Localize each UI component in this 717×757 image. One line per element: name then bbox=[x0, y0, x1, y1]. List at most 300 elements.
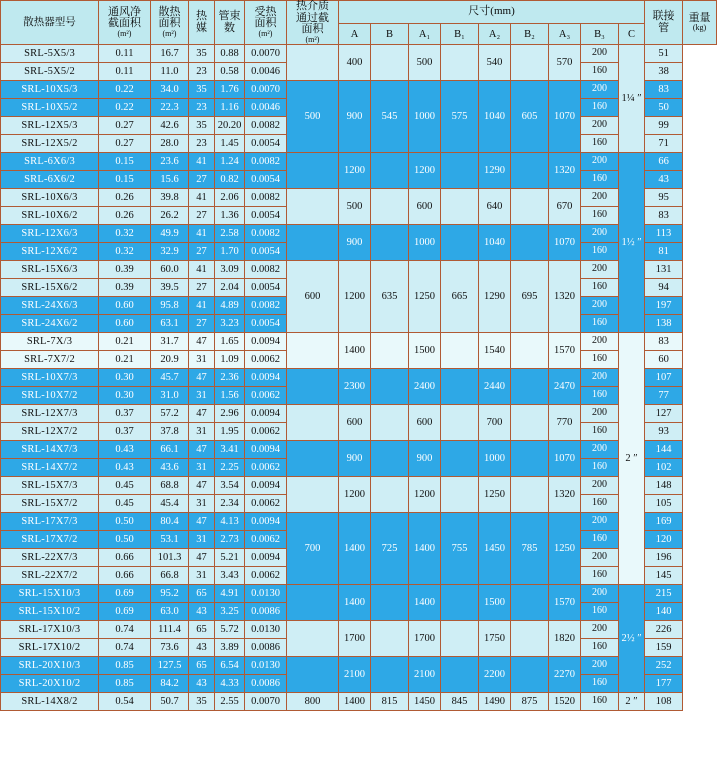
cell-free-area: 0.54 bbox=[99, 693, 151, 711]
cell-heated-area: 0.0070 bbox=[245, 693, 287, 711]
cell-dim-B: 1700 bbox=[339, 621, 371, 657]
cell-free-area: 0.69 bbox=[99, 603, 151, 621]
header-weight: 重量 (kg) bbox=[683, 1, 717, 45]
cell-tube-count: 0.82 bbox=[215, 171, 245, 189]
cell-medium: 47 bbox=[189, 441, 215, 459]
cell-heated-area: 0.0086 bbox=[245, 639, 287, 657]
cell-tube-count: 2.58 bbox=[215, 225, 245, 243]
cell-dim-A2 bbox=[441, 477, 479, 513]
cell-heated-area: 0.0062 bbox=[245, 387, 287, 405]
cell-dim-B: 500 bbox=[339, 189, 371, 225]
cell-weight: 131 bbox=[645, 261, 683, 279]
cell-model: SRL-12X5/3 bbox=[1, 117, 99, 135]
cell-dim-A1 bbox=[371, 189, 409, 225]
cell-medium: 27 bbox=[189, 315, 215, 333]
cell-medium: 31 bbox=[189, 567, 215, 585]
cell-dim-C: 200 bbox=[581, 45, 619, 63]
cell-heat-area: 63.0 bbox=[151, 603, 189, 621]
cell-weight: 77 bbox=[645, 387, 683, 405]
cell-heat-area: 66.8 bbox=[151, 567, 189, 585]
cell-dim-B2: 2440 bbox=[479, 369, 511, 405]
cell-medium: 47 bbox=[189, 333, 215, 351]
cell-free-area: 0.37 bbox=[99, 405, 151, 423]
cell-weight: 71 bbox=[645, 135, 683, 153]
cell-dim-B3: 770 bbox=[549, 405, 581, 441]
cell-heated-area: 0.0082 bbox=[245, 297, 287, 315]
cell-dim-C: 200 bbox=[581, 477, 619, 495]
cell-connection: 2 ″ bbox=[619, 693, 645, 711]
table-row bbox=[1, 45, 717, 63]
table-row bbox=[1, 333, 717, 351]
cell-dim-B2: 700 bbox=[479, 405, 511, 441]
cell-heated-area: 0.0054 bbox=[245, 279, 287, 297]
cell-free-area: 0.60 bbox=[99, 297, 151, 315]
cell-tube-count: 3.89 bbox=[215, 639, 245, 657]
cell-dim-A2 bbox=[441, 45, 479, 81]
cell-heat-area: 15.6 bbox=[151, 171, 189, 189]
cell-heated-area: 0.0062 bbox=[245, 351, 287, 369]
cell-dim-B2: 1490 bbox=[479, 693, 511, 711]
cell-tube-count: 3.23 bbox=[215, 315, 245, 333]
cell-weight: 197 bbox=[645, 297, 683, 315]
cell-tube-count: 6.54 bbox=[215, 657, 245, 675]
cell-dim-B1: 1450 bbox=[409, 693, 441, 711]
cell-dim-B3: 1570 bbox=[549, 333, 581, 369]
cell-tube-count: 2.55 bbox=[215, 693, 245, 711]
cell-medium: 31 bbox=[189, 351, 215, 369]
cell-dim-A bbox=[287, 189, 339, 225]
cell-heat-area: 45.7 bbox=[151, 369, 189, 387]
cell-medium: 41 bbox=[189, 153, 215, 171]
header-heated-area: 受热 面积 (m²) bbox=[245, 1, 287, 45]
cell-free-area: 0.45 bbox=[99, 477, 151, 495]
cell-dim-B2: 1040 bbox=[479, 81, 511, 153]
cell-heated-area: 0.0086 bbox=[245, 675, 287, 693]
cell-dim-B: 1200 bbox=[339, 477, 371, 513]
cell-dim-B3: 570 bbox=[549, 45, 581, 81]
cell-heated-area: 0.0082 bbox=[245, 189, 287, 207]
cell-heat-area: 16.7 bbox=[151, 45, 189, 63]
cell-heated-area: 0.0082 bbox=[245, 117, 287, 135]
cell-dim-C: 160 bbox=[581, 315, 619, 333]
cell-dim-C: 160 bbox=[581, 567, 619, 585]
cell-heat-area: 43.6 bbox=[151, 459, 189, 477]
cell-heated-area: 0.0062 bbox=[245, 459, 287, 477]
cell-tube-count: 2.06 bbox=[215, 189, 245, 207]
cell-heat-area: 66.1 bbox=[151, 441, 189, 459]
cell-weight: 38 bbox=[645, 63, 683, 81]
cell-dim-C: 160 bbox=[581, 99, 619, 117]
cell-free-area: 0.22 bbox=[99, 99, 151, 117]
cell-heated-area: 0.0130 bbox=[245, 621, 287, 639]
cell-dim-B3: 1070 bbox=[549, 441, 581, 477]
cell-weight: 138 bbox=[645, 315, 683, 333]
table-row bbox=[1, 585, 717, 603]
cell-dim-A2: 845 bbox=[441, 693, 479, 711]
table-row bbox=[1, 153, 717, 171]
cell-dim-B: 900 bbox=[339, 81, 371, 153]
cell-medium: 41 bbox=[189, 189, 215, 207]
cell-free-area: 0.66 bbox=[99, 567, 151, 585]
table-header-row bbox=[1, 1, 717, 24]
cell-heat-area: 32.9 bbox=[151, 243, 189, 261]
cell-medium: 31 bbox=[189, 495, 215, 513]
cell-weight: 60 bbox=[645, 351, 683, 369]
cell-dim-C: 200 bbox=[581, 153, 619, 171]
header-dim-C: C bbox=[619, 24, 645, 45]
cell-dim-B1: 1500 bbox=[409, 333, 441, 369]
header-dim-A: A bbox=[339, 24, 371, 45]
cell-tube-count: 2.34 bbox=[215, 495, 245, 513]
cell-weight: 145 bbox=[645, 567, 683, 585]
cell-dim-B: 400 bbox=[339, 45, 371, 81]
cell-dim-C: 200 bbox=[581, 585, 619, 603]
cell-model: SRL-10X6/2 bbox=[1, 207, 99, 225]
cell-dim-C: 160 bbox=[581, 243, 619, 261]
cell-weight: 196 bbox=[645, 549, 683, 567]
cell-heat-area: 68.8 bbox=[151, 477, 189, 495]
cell-dim-B1: 1000 bbox=[409, 81, 441, 153]
cell-dim-A3: 605 bbox=[511, 81, 549, 153]
cell-heated-area: 0.0094 bbox=[245, 369, 287, 387]
header-dim-B3: B₃ bbox=[581, 24, 619, 45]
cell-dim-A bbox=[287, 657, 339, 693]
cell-tube-count: 1.24 bbox=[215, 153, 245, 171]
cell-medium: 31 bbox=[189, 387, 215, 405]
table-row bbox=[1, 621, 717, 639]
cell-model: SRL-12X7/2 bbox=[1, 423, 99, 441]
cell-tube-count: 1.76 bbox=[215, 81, 245, 99]
cell-weight: 83 bbox=[645, 207, 683, 225]
cell-dim-B2: 1540 bbox=[479, 333, 511, 369]
cell-tube-count: 2.73 bbox=[215, 531, 245, 549]
cell-heated-area: 0.0062 bbox=[245, 567, 287, 585]
cell-heated-area: 0.0062 bbox=[245, 423, 287, 441]
cell-weight: 95 bbox=[645, 189, 683, 207]
cell-heated-area: 0.0094 bbox=[245, 513, 287, 531]
cell-weight: 105 bbox=[645, 495, 683, 513]
cell-free-area: 0.85 bbox=[99, 657, 151, 675]
cell-dim-B3: 1250 bbox=[549, 513, 581, 585]
cell-heated-area: 0.0054 bbox=[245, 315, 287, 333]
cell-dim-A bbox=[287, 225, 339, 261]
cell-dim-B: 600 bbox=[339, 405, 371, 441]
cell-dim-C: 160 bbox=[581, 675, 619, 693]
cell-dim-C: 200 bbox=[581, 225, 619, 243]
cell-dim-C: 160 bbox=[581, 387, 619, 405]
cell-dim-C: 160 bbox=[581, 63, 619, 81]
cell-dim-A1: 815 bbox=[371, 693, 409, 711]
cell-dim-B2: 1500 bbox=[479, 585, 511, 621]
cell-medium: 27 bbox=[189, 171, 215, 189]
cell-free-area: 0.85 bbox=[99, 675, 151, 693]
cell-free-area: 0.11 bbox=[99, 45, 151, 63]
cell-model: SRL-10X5/2 bbox=[1, 99, 99, 117]
cell-free-area: 0.30 bbox=[99, 369, 151, 387]
cell-dim-A2 bbox=[441, 369, 479, 405]
cell-weight: 120 bbox=[645, 531, 683, 549]
cell-free-area: 0.43 bbox=[99, 441, 151, 459]
header-dimensions: 尺寸(mm) bbox=[339, 1, 645, 24]
cell-dim-C: 160 bbox=[581, 423, 619, 441]
cell-heat-area: 80.4 bbox=[151, 513, 189, 531]
cell-model: SRL-5X5/3 bbox=[1, 45, 99, 63]
cell-model: SRL-14X7/2 bbox=[1, 459, 99, 477]
cell-model: SRL-24X6/2 bbox=[1, 315, 99, 333]
cell-dim-B: 900 bbox=[339, 441, 371, 477]
cell-dim-A3 bbox=[511, 441, 549, 477]
header-medium-flow-area: 热介质 通过截 面积 (m²) bbox=[287, 1, 339, 45]
cell-heat-area: 95.8 bbox=[151, 297, 189, 315]
cell-tube-count: 1.45 bbox=[215, 135, 245, 153]
cell-heated-area: 0.0094 bbox=[245, 441, 287, 459]
cell-heat-area: 111.4 bbox=[151, 621, 189, 639]
cell-heat-area: 127.5 bbox=[151, 657, 189, 675]
cell-dim-A2 bbox=[441, 189, 479, 225]
cell-free-area: 0.26 bbox=[99, 189, 151, 207]
cell-dim-C: 200 bbox=[581, 513, 619, 531]
cell-free-area: 0.32 bbox=[99, 225, 151, 243]
cell-model: SRL-14X7/3 bbox=[1, 441, 99, 459]
header-dim-B: B bbox=[371, 24, 409, 45]
cell-heated-area: 0.0046 bbox=[245, 99, 287, 117]
cell-heat-area: 26.2 bbox=[151, 207, 189, 225]
cell-dim-B2: 540 bbox=[479, 45, 511, 81]
cell-dim-C: 160 bbox=[581, 531, 619, 549]
header-dim-A2: A₂ bbox=[479, 24, 511, 45]
cell-medium: 41 bbox=[189, 261, 215, 279]
cell-medium: 65 bbox=[189, 621, 215, 639]
cell-heat-area: 42.6 bbox=[151, 117, 189, 135]
cell-dim-C: 160 bbox=[581, 171, 619, 189]
cell-heated-area: 0.0082 bbox=[245, 261, 287, 279]
cell-tube-count: 0.58 bbox=[215, 63, 245, 81]
cell-weight: 93 bbox=[645, 423, 683, 441]
cell-heated-area: 0.0082 bbox=[245, 225, 287, 243]
cell-weight: 83 bbox=[645, 333, 683, 351]
cell-tube-count: 3.25 bbox=[215, 603, 245, 621]
cell-free-area: 0.15 bbox=[99, 171, 151, 189]
cell-heated-area: 0.0094 bbox=[245, 405, 287, 423]
table-row bbox=[1, 189, 717, 207]
cell-medium: 65 bbox=[189, 585, 215, 603]
cell-dim-B3: 1820 bbox=[549, 621, 581, 657]
cell-tube-count: 1.36 bbox=[215, 207, 245, 225]
cell-dim-C: 200 bbox=[581, 117, 619, 135]
cell-model: SRL-17X7/3 bbox=[1, 513, 99, 531]
cell-dim-A bbox=[287, 441, 339, 477]
cell-connection: 1¼ ″ bbox=[619, 45, 645, 153]
cell-dim-B2: 2200 bbox=[479, 657, 511, 693]
cell-free-area: 0.21 bbox=[99, 333, 151, 351]
cell-weight: 169 bbox=[645, 513, 683, 531]
cell-dim-A1: 545 bbox=[371, 81, 409, 153]
cell-tube-count: 1.95 bbox=[215, 423, 245, 441]
cell-dim-A1 bbox=[371, 333, 409, 369]
cell-dim-C: 160 bbox=[581, 279, 619, 297]
cell-tube-count: 4.91 bbox=[215, 585, 245, 603]
cell-dim-A2: 755 bbox=[441, 513, 479, 585]
cell-dim-C: 160 bbox=[581, 603, 619, 621]
cell-model: SRL-12X5/2 bbox=[1, 135, 99, 153]
header-dim-A1: A₁ bbox=[409, 24, 441, 45]
header-connection: 联接 管 bbox=[645, 1, 683, 45]
table-row bbox=[1, 693, 717, 711]
cell-dim-A2 bbox=[441, 657, 479, 693]
cell-model: SRL-10X5/3 bbox=[1, 81, 99, 99]
cell-dim-C: 160 bbox=[581, 135, 619, 153]
cell-weight: 43 bbox=[645, 171, 683, 189]
cell-dim-B: 1200 bbox=[339, 261, 371, 333]
cell-tube-count: 3.54 bbox=[215, 477, 245, 495]
header-free-area: 通风净 截面积 (m²) bbox=[99, 1, 151, 45]
cell-dim-B1: 1700 bbox=[409, 621, 441, 657]
cell-free-area: 0.30 bbox=[99, 387, 151, 405]
cell-heat-area: 28.0 bbox=[151, 135, 189, 153]
cell-dim-C: 200 bbox=[581, 621, 619, 639]
cell-dim-B2: 1750 bbox=[479, 621, 511, 657]
cell-dim-C: 200 bbox=[581, 441, 619, 459]
cell-tube-count: 5.21 bbox=[215, 549, 245, 567]
cell-model: SRL-17X10/2 bbox=[1, 639, 99, 657]
cell-dim-B2: 1290 bbox=[479, 153, 511, 189]
cell-tube-count: 1.09 bbox=[215, 351, 245, 369]
cell-model: SRL-15X10/2 bbox=[1, 603, 99, 621]
cell-dim-A bbox=[287, 621, 339, 657]
cell-dim-B2: 1040 bbox=[479, 225, 511, 261]
cell-dim-C: 160 bbox=[581, 495, 619, 513]
cell-weight: 159 bbox=[645, 639, 683, 657]
cell-dim-A3 bbox=[511, 189, 549, 225]
cell-heat-area: 73.6 bbox=[151, 639, 189, 657]
cell-heated-area: 0.0094 bbox=[245, 549, 287, 567]
cell-weight: 102 bbox=[645, 459, 683, 477]
cell-heat-area: 53.1 bbox=[151, 531, 189, 549]
cell-dim-C: 200 bbox=[581, 333, 619, 351]
cell-free-area: 0.39 bbox=[99, 261, 151, 279]
cell-dim-C: 200 bbox=[581, 81, 619, 99]
cell-weight: 215 bbox=[645, 585, 683, 603]
cell-model: SRL-6X6/3 bbox=[1, 153, 99, 171]
cell-dim-C: 200 bbox=[581, 369, 619, 387]
cell-dim-A1 bbox=[371, 477, 409, 513]
cell-dim-C: 160 bbox=[581, 459, 619, 477]
cell-heated-area: 0.0062 bbox=[245, 495, 287, 513]
cell-dim-A2 bbox=[441, 585, 479, 621]
cell-dim-A1 bbox=[371, 369, 409, 405]
cell-dim-B: 1400 bbox=[339, 333, 371, 369]
cell-free-area: 0.15 bbox=[99, 153, 151, 171]
cell-heat-area: 49.9 bbox=[151, 225, 189, 243]
cell-free-area: 0.11 bbox=[99, 63, 151, 81]
cell-dim-A2 bbox=[441, 441, 479, 477]
cell-model: SRL-15X7/3 bbox=[1, 477, 99, 495]
cell-dim-A3 bbox=[511, 621, 549, 657]
cell-weight: 50 bbox=[645, 99, 683, 117]
cell-dim-A1 bbox=[371, 405, 409, 441]
cell-dim-B: 1400 bbox=[339, 513, 371, 585]
cell-model: SRL-22X7/3 bbox=[1, 549, 99, 567]
cell-free-area: 0.27 bbox=[99, 117, 151, 135]
cell-medium: 23 bbox=[189, 63, 215, 81]
cell-tube-count: 3.09 bbox=[215, 261, 245, 279]
cell-dim-A3: 875 bbox=[511, 693, 549, 711]
cell-tube-count: 1.70 bbox=[215, 243, 245, 261]
cell-heat-area: 31.0 bbox=[151, 387, 189, 405]
cell-model: SRL-15X10/3 bbox=[1, 585, 99, 603]
cell-weight: 108 bbox=[645, 693, 683, 711]
cell-medium: 43 bbox=[189, 675, 215, 693]
cell-free-area: 0.21 bbox=[99, 351, 151, 369]
cell-dim-A: 500 bbox=[287, 81, 339, 153]
cell-heated-area: 0.0054 bbox=[245, 171, 287, 189]
cell-dim-A3 bbox=[511, 153, 549, 189]
cell-dim-B1: 600 bbox=[409, 405, 441, 441]
cell-medium: 41 bbox=[189, 225, 215, 243]
cell-dim-A1 bbox=[371, 153, 409, 189]
cell-heat-area: 23.6 bbox=[151, 153, 189, 171]
cell-heated-area: 0.0094 bbox=[245, 333, 287, 351]
cell-medium: 35 bbox=[189, 45, 215, 63]
table-row bbox=[1, 513, 717, 531]
cell-free-area: 0.27 bbox=[99, 135, 151, 153]
cell-heated-area: 0.0070 bbox=[245, 45, 287, 63]
cell-dim-A1: 725 bbox=[371, 513, 409, 585]
cell-free-area: 0.26 bbox=[99, 207, 151, 225]
cell-dim-C: 200 bbox=[581, 549, 619, 567]
cell-dim-A2: 665 bbox=[441, 261, 479, 333]
cell-dim-B: 2300 bbox=[339, 369, 371, 405]
cell-dim-A: 700 bbox=[287, 513, 339, 585]
cell-model: SRL-20X10/3 bbox=[1, 657, 99, 675]
cell-heated-area: 0.0082 bbox=[245, 153, 287, 171]
cell-medium: 35 bbox=[189, 81, 215, 99]
cell-model: SRL-12X7/3 bbox=[1, 405, 99, 423]
cell-free-area: 0.66 bbox=[99, 549, 151, 567]
cell-dim-C: 160 bbox=[581, 351, 619, 369]
cell-dim-A1 bbox=[371, 657, 409, 693]
cell-model: SRL-5X5/2 bbox=[1, 63, 99, 81]
cell-free-area: 0.50 bbox=[99, 531, 151, 549]
cell-dim-A3 bbox=[511, 225, 549, 261]
cell-connection: 1½ ″ bbox=[619, 153, 645, 333]
cell-weight: 226 bbox=[645, 621, 683, 639]
cell-model: SRL-10X7/3 bbox=[1, 369, 99, 387]
cell-dim-A1: 635 bbox=[371, 261, 409, 333]
cell-heated-area: 0.0054 bbox=[245, 207, 287, 225]
cell-model: SRL-7X/3 bbox=[1, 333, 99, 351]
table-row bbox=[1, 441, 717, 459]
cell-dim-B2: 1290 bbox=[479, 261, 511, 333]
cell-tube-count: 5.72 bbox=[215, 621, 245, 639]
cell-dim-A bbox=[287, 333, 339, 369]
cell-heated-area: 0.0070 bbox=[245, 81, 287, 99]
cell-medium: 31 bbox=[189, 423, 215, 441]
cell-dim-A3 bbox=[511, 657, 549, 693]
header-dim-B1: B₁ bbox=[441, 24, 479, 45]
cell-heat-area: 63.1 bbox=[151, 315, 189, 333]
cell-dim-B1: 1400 bbox=[409, 585, 441, 621]
cell-dim-A2 bbox=[441, 153, 479, 189]
cell-weight: 144 bbox=[645, 441, 683, 459]
table-row bbox=[1, 225, 717, 243]
cell-dim-B1: 600 bbox=[409, 189, 441, 225]
cell-free-area: 0.69 bbox=[99, 585, 151, 603]
cell-dim-A3 bbox=[511, 477, 549, 513]
cell-dim-B3: 1070 bbox=[549, 81, 581, 153]
cell-medium: 41 bbox=[189, 297, 215, 315]
cell-medium: 23 bbox=[189, 135, 215, 153]
